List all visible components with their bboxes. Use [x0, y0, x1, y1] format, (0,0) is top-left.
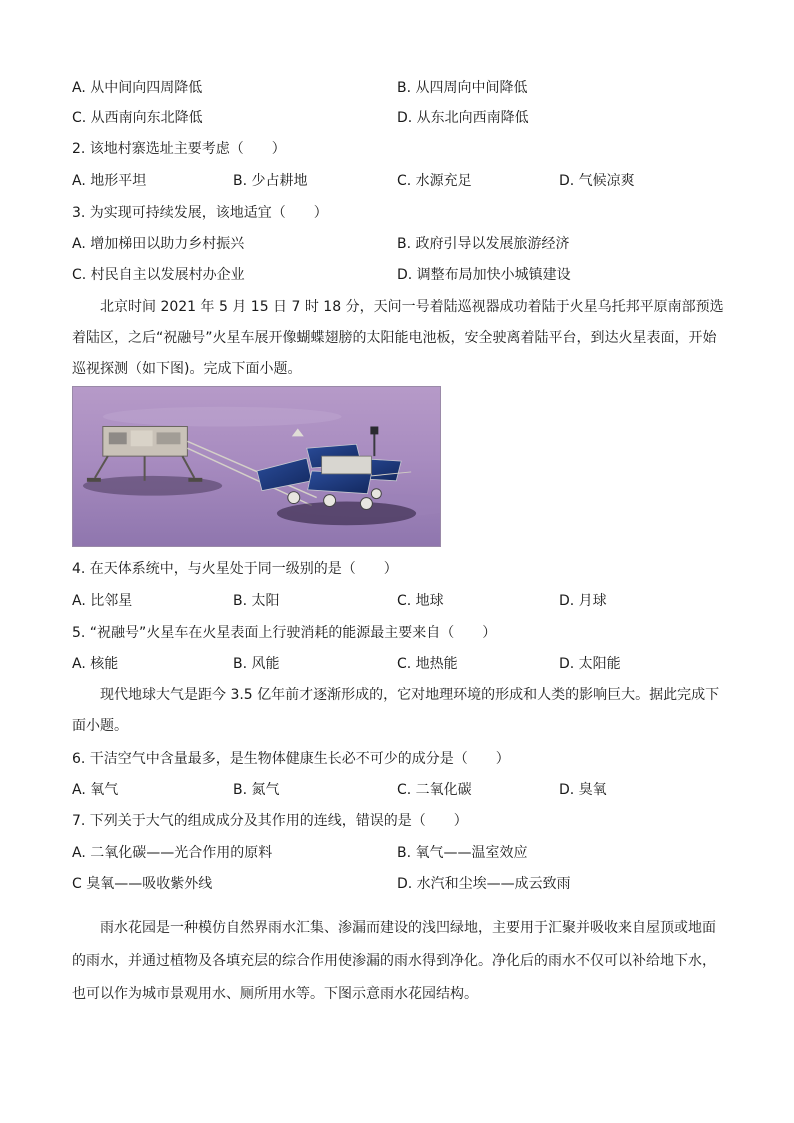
- q4-option-b: B. 太阳: [233, 593, 280, 609]
- q7-option-c: C 臭氧——吸收紫外线: [72, 876, 213, 892]
- q5-option-d: D. 太阳能: [559, 656, 621, 672]
- q5-option-c: C. 地热能: [397, 656, 458, 672]
- q4-option-a: A. 比邻星: [72, 593, 133, 609]
- q1-option-b: B. 从四周向中间降低: [397, 80, 528, 96]
- q2-stem: 2. 该地村寨选址主要考虑（ ）: [72, 141, 286, 157]
- q1-option-a: A. 从中间向四周降低: [72, 80, 203, 96]
- q1-option-d: D. 从东北向西南降低: [397, 110, 529, 126]
- q7-option-d: D. 水汽和尘埃——成云致雨: [397, 876, 571, 892]
- q5-option-b: B. 风能: [233, 656, 280, 672]
- q4-stem: 4. 在天体系统中，与火星处于同一级别的是（ ）: [72, 561, 398, 577]
- passage-mars-text: 北京时间 2021 年 5 月 15 日 7 时 18 分，天问一号着陆巡视器成功着陆于火星乌托邦平原南部预选着陆区，之后“祝融号”火星车展开像蝴蝶翅膀的太阳能电池板，安全驶离着陆平台，到达火星表面，开始巡视探测（如下图)。完成下面小题。: [72, 299, 724, 377]
- passage-atmosphere: [72, 680, 724, 742]
- rover-illustration: [73, 387, 440, 546]
- q4-option-d: D. 月球: [559, 593, 607, 609]
- q1-option-c: C. 从西南向东北降低: [72, 110, 203, 126]
- q7-stem: 7. 下列关于大气的组成成分及其作用的连线，错误的是（ ）: [72, 813, 468, 829]
- q5-stem: 5. “祝融号”火星车在火星表面上行驶消耗的能源最主要来自（ ）: [72, 625, 497, 641]
- q2-option-a: A. 地形平坦: [72, 173, 147, 189]
- q6-stem: 6. 干洁空气中含量最多，是生物体健康生长必不可少的成分是（ ）: [72, 751, 510, 767]
- q2-option-b: B. 少占耕地: [233, 173, 308, 189]
- passage-rain-garden-text: 雨水花园是一种模仿自然界雨水汇集、渗漏而建设的浅凹绿地，主要用于汇聚并吸收来自屋顶或地面的雨水，并通过植物及各填充层的综合作用使渗漏的雨水得到净化。净化后的雨水不仅可以补给地下水，也可以作为城市景观用水、厕所用水等。下图示意雨水花园结构。: [72, 920, 716, 1002]
- q4-option-c: C. 地球: [397, 593, 444, 609]
- passage-mars: [72, 292, 724, 385]
- passage-atmosphere-text: 现代地球大气是距今 3.5 亿年前才逐渐形成的，它对地理环境的形成和人类的影响巨大。据此完成下面小题。: [72, 687, 720, 734]
- q6-option-c: C. 二氧化碳: [397, 782, 472, 798]
- q3-option-a: A. 增加梯田以助力乡村振兴: [72, 236, 245, 252]
- q6-option-a: A. 氧气: [72, 782, 119, 798]
- q6-option-d: D. 臭氧: [559, 782, 607, 798]
- q2-option-c: C. 水源充足: [397, 173, 472, 189]
- q5-option-a: A. 核能: [72, 656, 119, 672]
- q3-option-b: B. 政府引导以发展旅游经济: [397, 236, 570, 252]
- q3-option-d: D. 调整布局加快小城镇建设: [397, 267, 571, 283]
- q6-option-b: B. 氮气: [233, 782, 280, 798]
- passage-rain-garden: [72, 912, 724, 1011]
- q3-option-c: C. 村民自主以发展村办企业: [72, 267, 245, 283]
- q2-option-d: D. 气候凉爽: [559, 173, 635, 189]
- q3-stem: 3. 为实现可持续发展，该地适宜（ ）: [72, 205, 328, 221]
- mars-rover-photo: [72, 386, 441, 547]
- q7-option-b: B. 氧气——温室效应: [397, 845, 528, 861]
- q7-option-a: A. 二氧化碳——光合作用的原料: [72, 845, 273, 861]
